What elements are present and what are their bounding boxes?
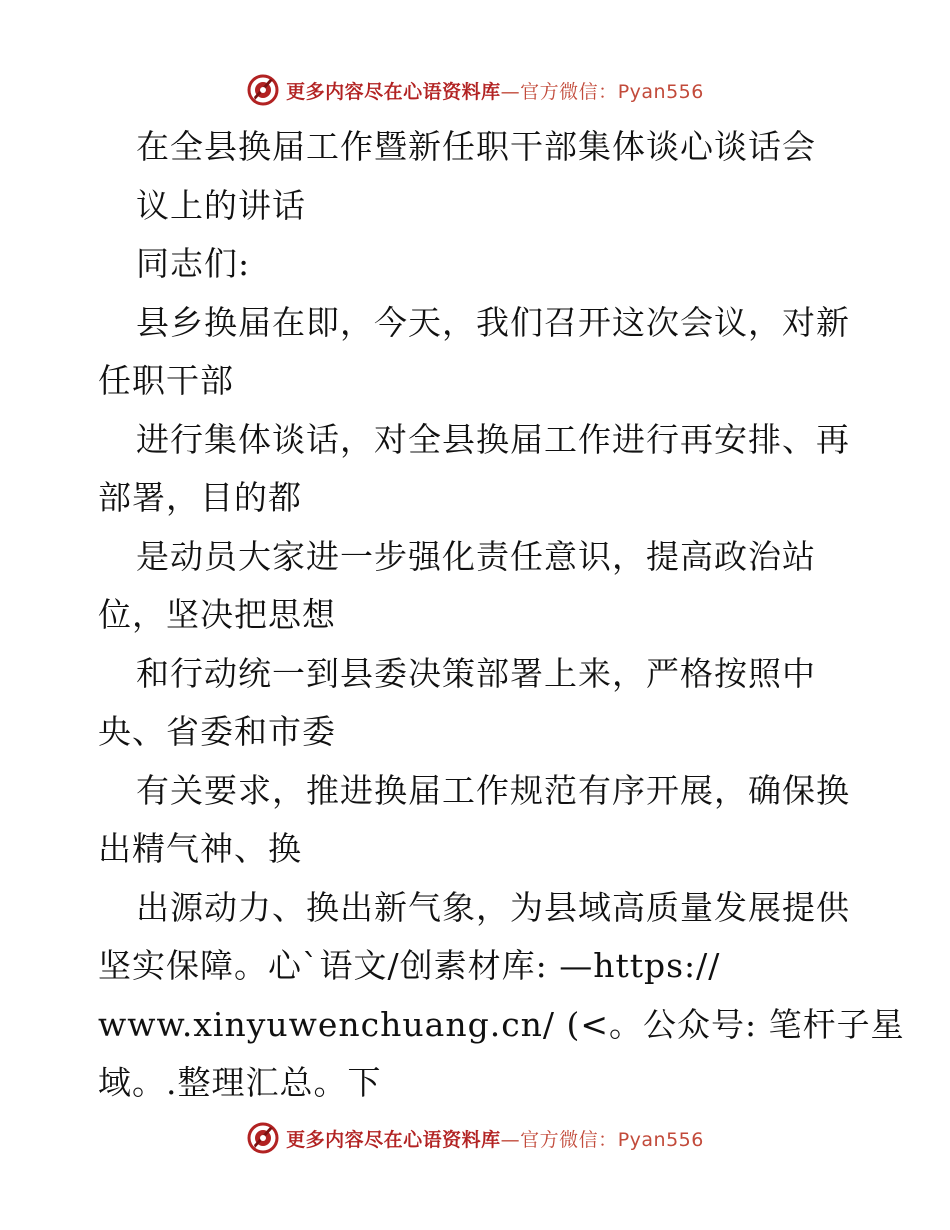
paragraph-line: 进行集体谈话，对全县换届工作进行再安排、再: [136, 419, 850, 459]
paragraph-line: 任职干部: [98, 361, 234, 400]
paragraph-line: 出精气神、换: [98, 829, 302, 868]
header-banner-text: [286, 77, 704, 104]
banner-dash: —: [500, 1128, 521, 1151]
footer-banner: [0, 1118, 950, 1158]
banner-wechat-id: Pyan556: [617, 80, 704, 103]
document-title-line-1: 在全县换届工作暨新任职干部集体谈心谈话会: [136, 127, 816, 166]
paragraph-line: 位，坚决把思想: [98, 595, 336, 634]
quill-seal-icon: [246, 73, 280, 107]
banner-slogan: 更多内容尽在心语资料库: [286, 80, 501, 103]
banner-wechat-id: Pyan556: [617, 1128, 704, 1151]
paragraph-line: 是动员大家进一步强化责任意识，提高政治站: [136, 536, 816, 576]
paragraph-line: www.xinyuwenchuang.cn/ (<。公众号: 笔杆子星: [98, 1004, 905, 1044]
paragraph-line: 和行动统一到县委决策部署上来，严格按照中: [136, 653, 816, 693]
banner-wechat-label: 官方微信：: [520, 80, 618, 103]
banner-slogan: 更多内容尽在心语资料库: [286, 1128, 501, 1151]
quill-seal-icon: [246, 1121, 280, 1155]
paragraph-line: 域。.整理汇总。下: [98, 1063, 382, 1102]
banner-wechat-label: 官方微信：: [520, 1128, 618, 1151]
document-title-line-2: 议上的讲话: [136, 185, 306, 225]
paragraph-line: 坚实保障。心`语文/创素材库: —https://: [98, 946, 721, 985]
paragraph-line: 县乡换届在即，今天，我们召开这次会议，对新: [136, 302, 850, 342]
paragraph-line: 出源动力、换出新气象，为县域高质量发展提供: [136, 887, 850, 927]
document-body: [98, 118, 905, 1113]
paragraph-line: 有关要求，推进换届工作规范有序开展，确保换: [136, 770, 850, 810]
header-banner: [0, 70, 950, 110]
salutation: 同志们:: [136, 244, 251, 283]
paragraph-line: 央、省委和市委: [98, 712, 336, 751]
footer-banner-text: [286, 1125, 704, 1152]
banner-dash: —: [500, 80, 521, 103]
paragraph-line: 部署，目的都: [98, 478, 302, 517]
